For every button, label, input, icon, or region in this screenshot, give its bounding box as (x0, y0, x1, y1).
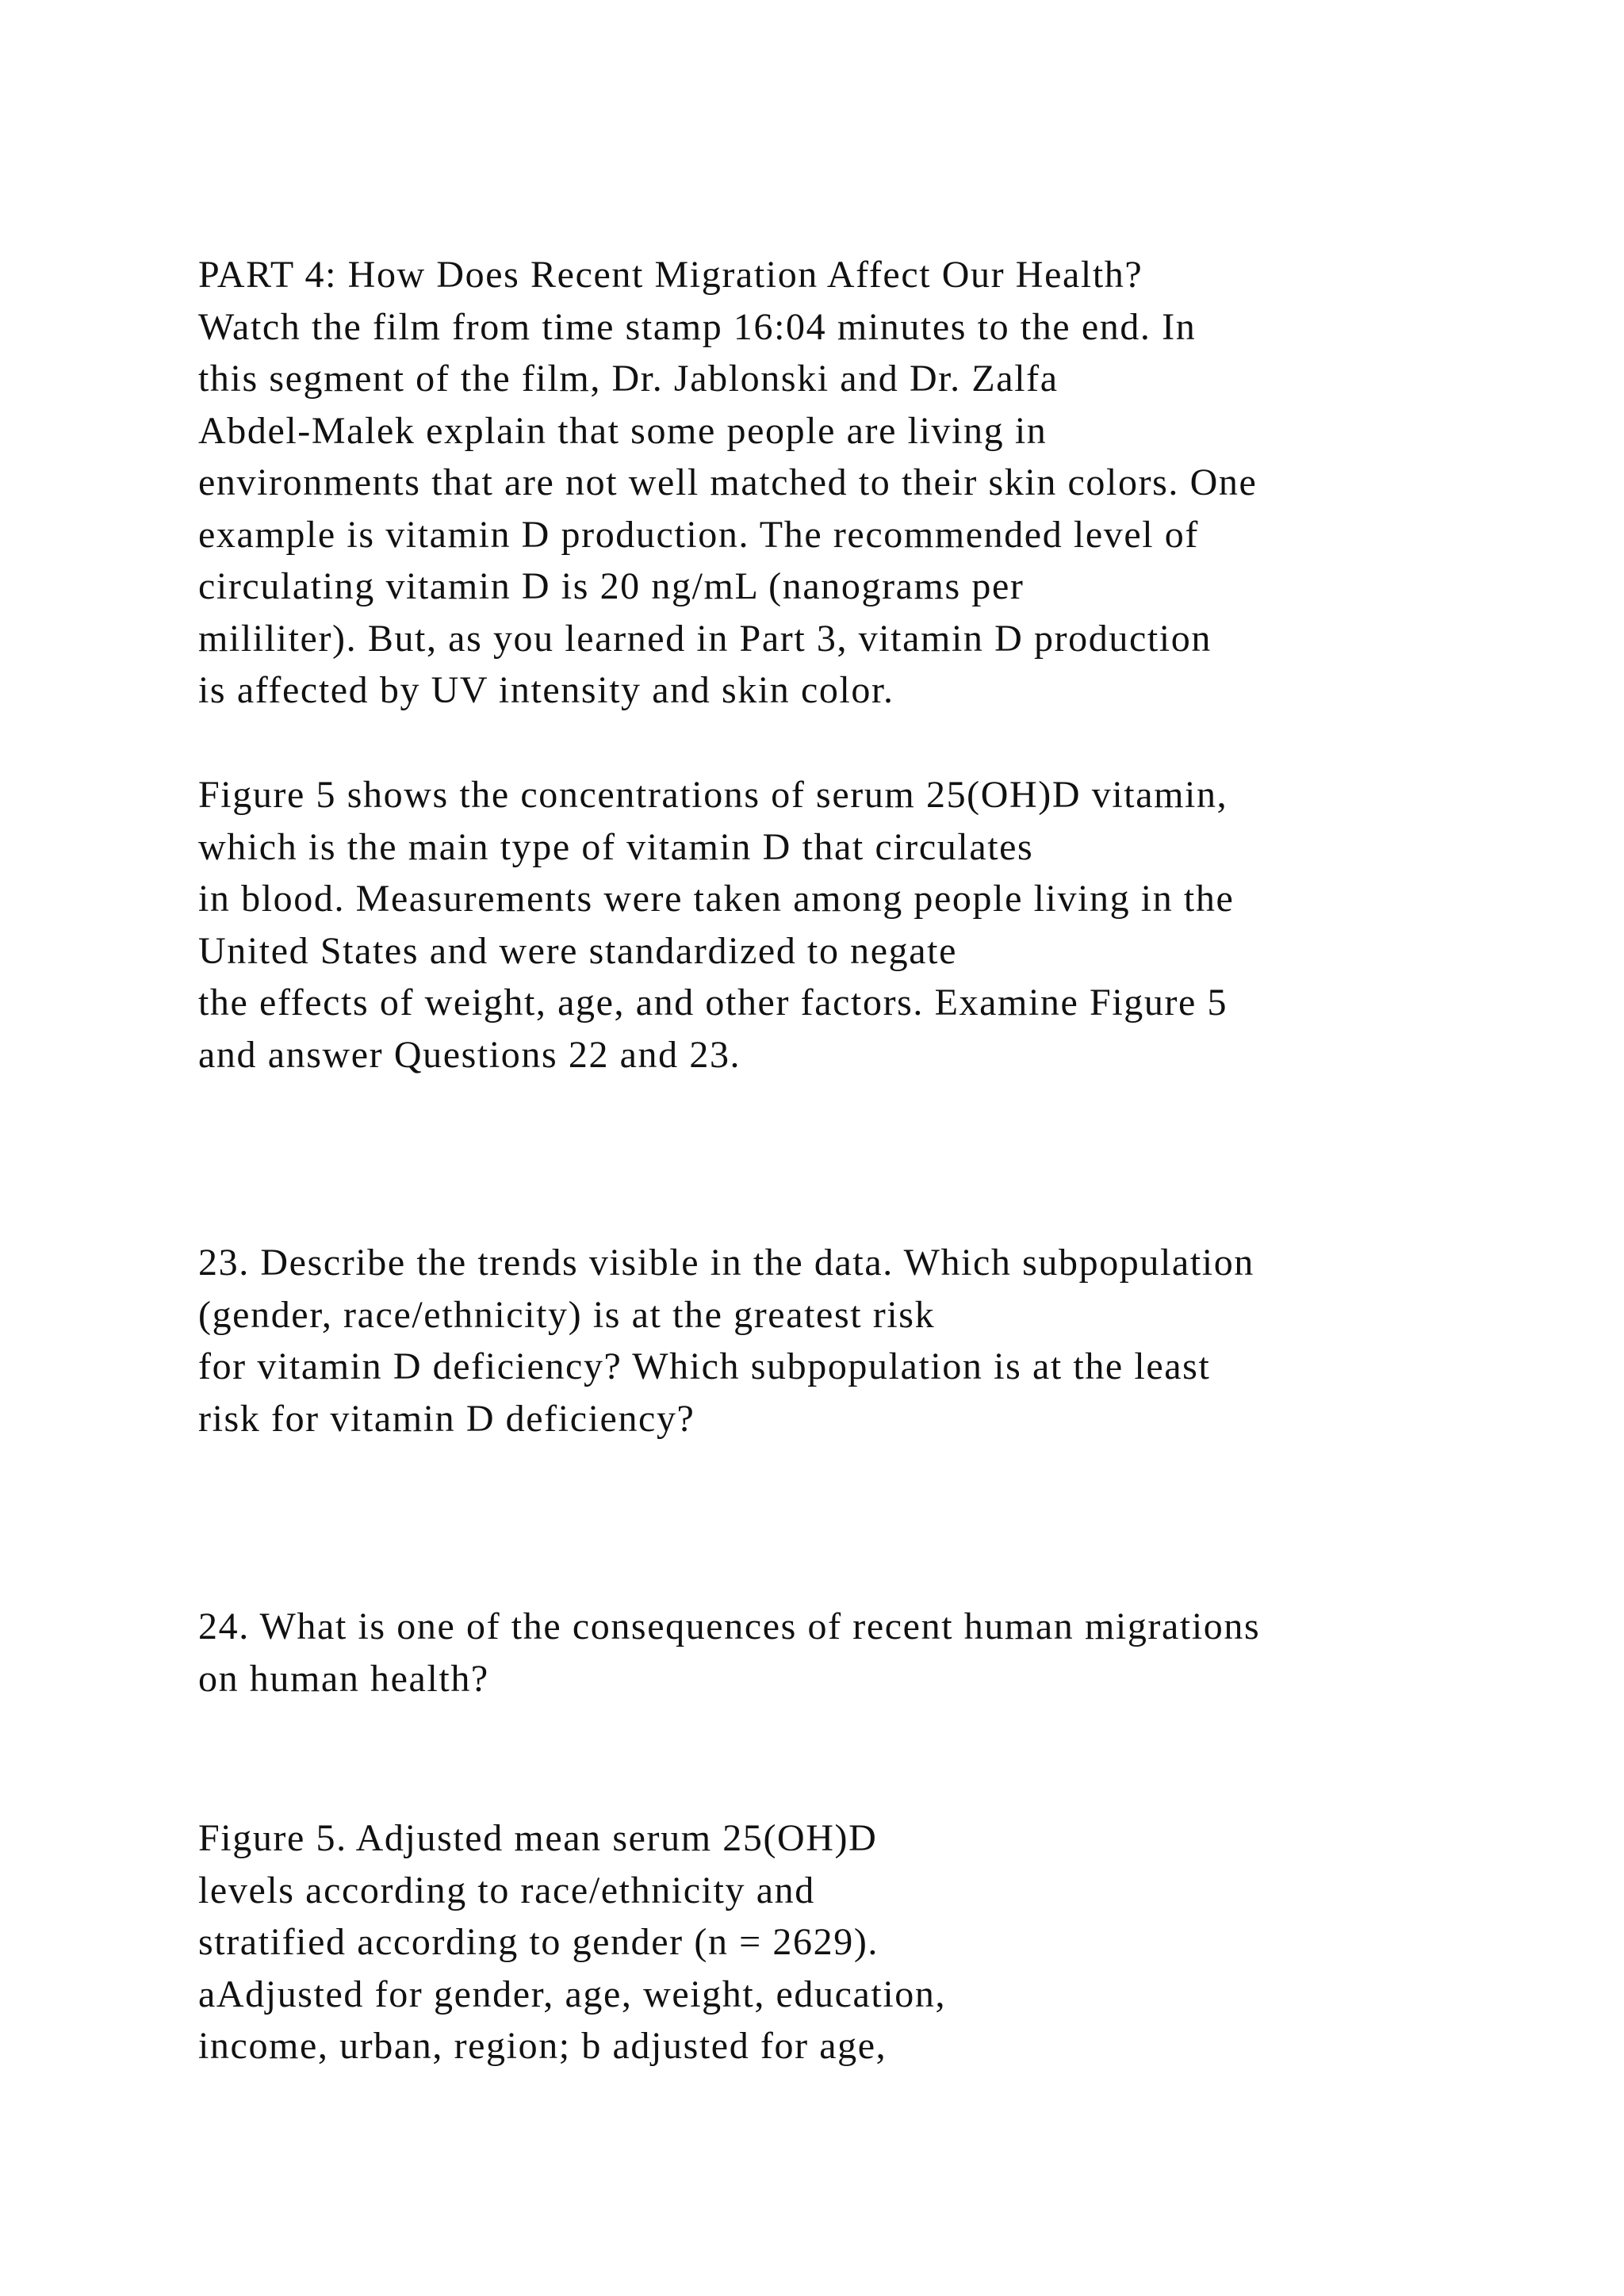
text-line: this segment of the film, Dr. Jablonski and Dr. Zalfa (198, 358, 1059, 400)
question-23 (198, 1237, 1594, 1445)
text-line: mililiter). But, as you learned in Part 3, vitamin D production (198, 617, 1212, 660)
text-line: which is the main type of vitamin D that circulates (198, 825, 1034, 868)
figure5-caption (198, 1812, 1594, 2072)
text-line: stratified according to gender (n = 2629). (198, 1921, 879, 1963)
text-line: 23. Describe the trends visible in the data. Which subpopulation (198, 1242, 1254, 1284)
text-line: in blood. Measurements were taken among people living in the (198, 878, 1235, 920)
text-line: Figure 5 shows the concentrations of serum 25(OH)D vitamin, (198, 774, 1228, 816)
text-line: Figure 5. Adjusted mean serum 25(OH)D (198, 1817, 878, 1859)
text-line: for vitamin D deficiency? Which subpopulation is at the least (198, 1345, 1211, 1387)
part4-paragraph (198, 249, 1594, 717)
text-line: circulating vitamin D is 20 ng/mL (nanograms per (198, 565, 1025, 607)
text-line: 24. What is one of the consequences of recent human migrations (198, 1605, 1261, 1647)
text-line: environments that are not well matched to their skin colors. One (198, 461, 1258, 503)
figure5-intro-paragraph (198, 769, 1594, 1081)
text-line: levels according to race/ethnicity and (198, 1869, 815, 1911)
text-line: United States and were standardized to negate (198, 929, 957, 972)
text-line: and answer Questions 22 and 23. (198, 1033, 741, 1076)
text-line: income, urban, region; b adjusted for age, (198, 2025, 887, 2067)
text-line: example is vitamin D production. The recommended level of (198, 513, 1199, 556)
text-line: Watch the film from time stamp 16:04 minutes to the end. In (198, 305, 1197, 348)
text-line: risk for vitamin D deficiency? (198, 1397, 695, 1440)
text-line: aAdjusted for gender, age, weight, education, (198, 1973, 947, 2015)
text-line: Abdel-Malek explain that some people are living in (198, 409, 1048, 452)
question-24 (198, 1601, 1594, 1705)
text-line: on human health? (198, 1657, 489, 1700)
text-line: the effects of weight, age, and other factors. Examine Figure 5 (198, 982, 1228, 1024)
text-line: (gender, race/ethnicity) is at the greatest risk (198, 1293, 936, 1336)
text-line: is affected by UV intensity and skin color. (198, 669, 894, 711)
part4-heading: PART 4: How Does Recent Migration Affect Our Health? (198, 254, 1143, 296)
